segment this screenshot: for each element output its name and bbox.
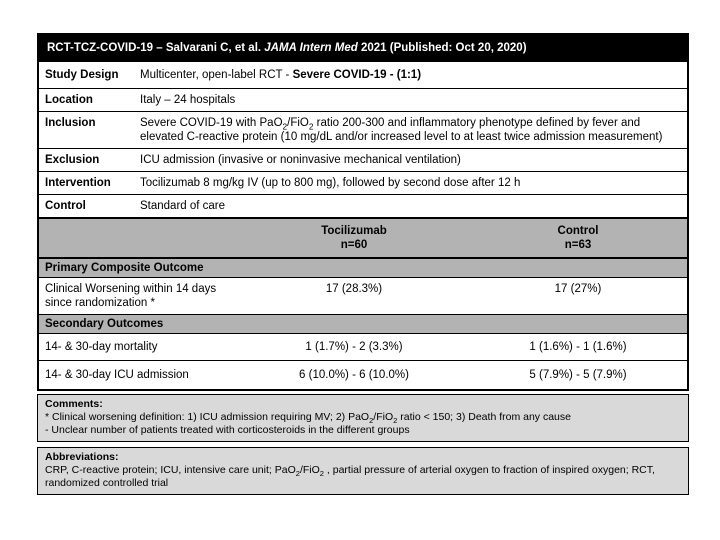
outcome-label-text: Clinical Worsening within 14 days since randomization *: [45, 283, 217, 309]
subscript: 2: [369, 416, 374, 426]
subscript: 2: [295, 469, 300, 479]
title-suffix: 2021 (Published: Oct 20, 2020): [357, 42, 527, 54]
row-icu-admission: [39, 360, 687, 389]
control-value: Standard of care: [140, 200, 226, 212]
row-control: [39, 194, 687, 217]
comments-line-1: [45, 411, 681, 424]
control-value: 1 (1.6%) - 1 (1.6%): [529, 341, 627, 353]
column-n: n=60: [340, 239, 368, 251]
title-journal: JAMA Intern Med: [264, 42, 358, 54]
exclusion-value: ICU admission (invasive or noninvasive mechanical ventilation): [140, 154, 461, 166]
abbreviations-text: CRP, C-reactive protein; ICU, intensive care unit; PaO: [45, 464, 296, 476]
column-name: Tocilizumab: [321, 225, 387, 237]
intervention-label: Intervention: [45, 177, 111, 189]
secondary-outcomes-header: Secondary Outcomes: [39, 314, 687, 333]
inclusion-text: ratio 200-300 and inflammatory phenotype defined by fever and elevated C-reactive protein (10 mg/dL and/or increased level to at least twice admission measurement): [140, 117, 663, 143]
inclusion-value: [140, 112, 687, 148]
outcome-label: [39, 278, 239, 314]
comments-text: /FiO: [373, 411, 394, 423]
abbreviations-heading: Abbreviations:: [45, 451, 119, 463]
column-n: n=63: [564, 239, 592, 251]
intervention-value: Tocilizumab 8 mg/kg IV (up to 800 mg), followed by second dose after 12 h: [140, 177, 521, 189]
subscript: 2: [308, 122, 314, 132]
location-value: Italy – 24 hospitals: [140, 94, 236, 106]
study-design-value: [140, 62, 687, 88]
title-text: RCT-TCZ-COVID-19 – Salvarani C, et al.: [47, 42, 265, 54]
study-design-value-bold: Severe COVID-19 - (1:1): [292, 69, 422, 81]
column-header-control: [469, 219, 687, 257]
comments-line-2: - Unclear number of patients treated with corticosteroids in the different groups: [45, 424, 410, 436]
tocilizumab-value: 17 (28.3%): [325, 283, 383, 295]
results-column-header: [39, 217, 687, 259]
control-value: 5 (7.9%) - 5 (7.9%): [529, 369, 627, 381]
column-header-tocilizumab: [239, 219, 469, 257]
abbreviations-box: [37, 447, 689, 495]
location-label: Location: [45, 94, 93, 106]
study-summary-sheet: [37, 33, 689, 495]
subscript: 2: [282, 122, 288, 132]
subscript: 2: [393, 416, 398, 426]
subscript: 2: [319, 469, 324, 479]
row-mortality: [39, 333, 687, 360]
inclusion-text: /FiO: [287, 117, 309, 129]
row-study-design: [39, 61, 687, 88]
row-inclusion: [39, 111, 687, 148]
control-label: Control: [45, 200, 86, 212]
row-location: [39, 88, 687, 111]
exclusion-label: Exclusion: [45, 154, 100, 166]
comments-box: [37, 394, 689, 442]
comments-heading: Comments:: [45, 398, 103, 410]
results-header-spacer: [39, 219, 239, 229]
comments-text: * Clinical worsening definition: 1) ICU admission requiring MV; 2) PaO: [45, 411, 370, 423]
tocilizumab-value: 6 (10.0%) - 6 (10.0%): [299, 369, 409, 381]
primary-outcome-header: Primary Composite Outcome: [39, 259, 687, 277]
study-design-label: Study Design: [45, 69, 119, 81]
row-intervention: [39, 171, 687, 194]
inclusion-text: Severe COVID-19 with PaO: [140, 117, 283, 129]
abbreviations-text: /FiO: [299, 464, 320, 476]
study-summary-table: [37, 33, 689, 391]
control-value: 17 (27%): [554, 283, 602, 295]
inclusion-label: Inclusion: [45, 117, 96, 129]
abbreviations-text-line: [45, 464, 681, 490]
row-exclusion: [39, 148, 687, 171]
comments-text: ratio < 150; 3) Death from any cause: [397, 411, 571, 423]
row-clinical-worsening: [39, 277, 687, 314]
title-bar: [39, 35, 687, 61]
abbreviations-text: , partial pressure of arterial oxygen to fraction of inspired oxygen; RCT, randomized controlled trial: [45, 464, 655, 489]
tocilizumab-value: 1 (1.7%) - 2 (3.3%): [305, 341, 403, 353]
column-name: Control: [557, 225, 599, 237]
outcome-label: 14- & 30-day mortality: [45, 341, 158, 353]
study-design-value-regular: Multicenter, open-label RCT -: [140, 69, 293, 81]
outcome-label: 14- & 30-day ICU admission: [45, 369, 189, 381]
